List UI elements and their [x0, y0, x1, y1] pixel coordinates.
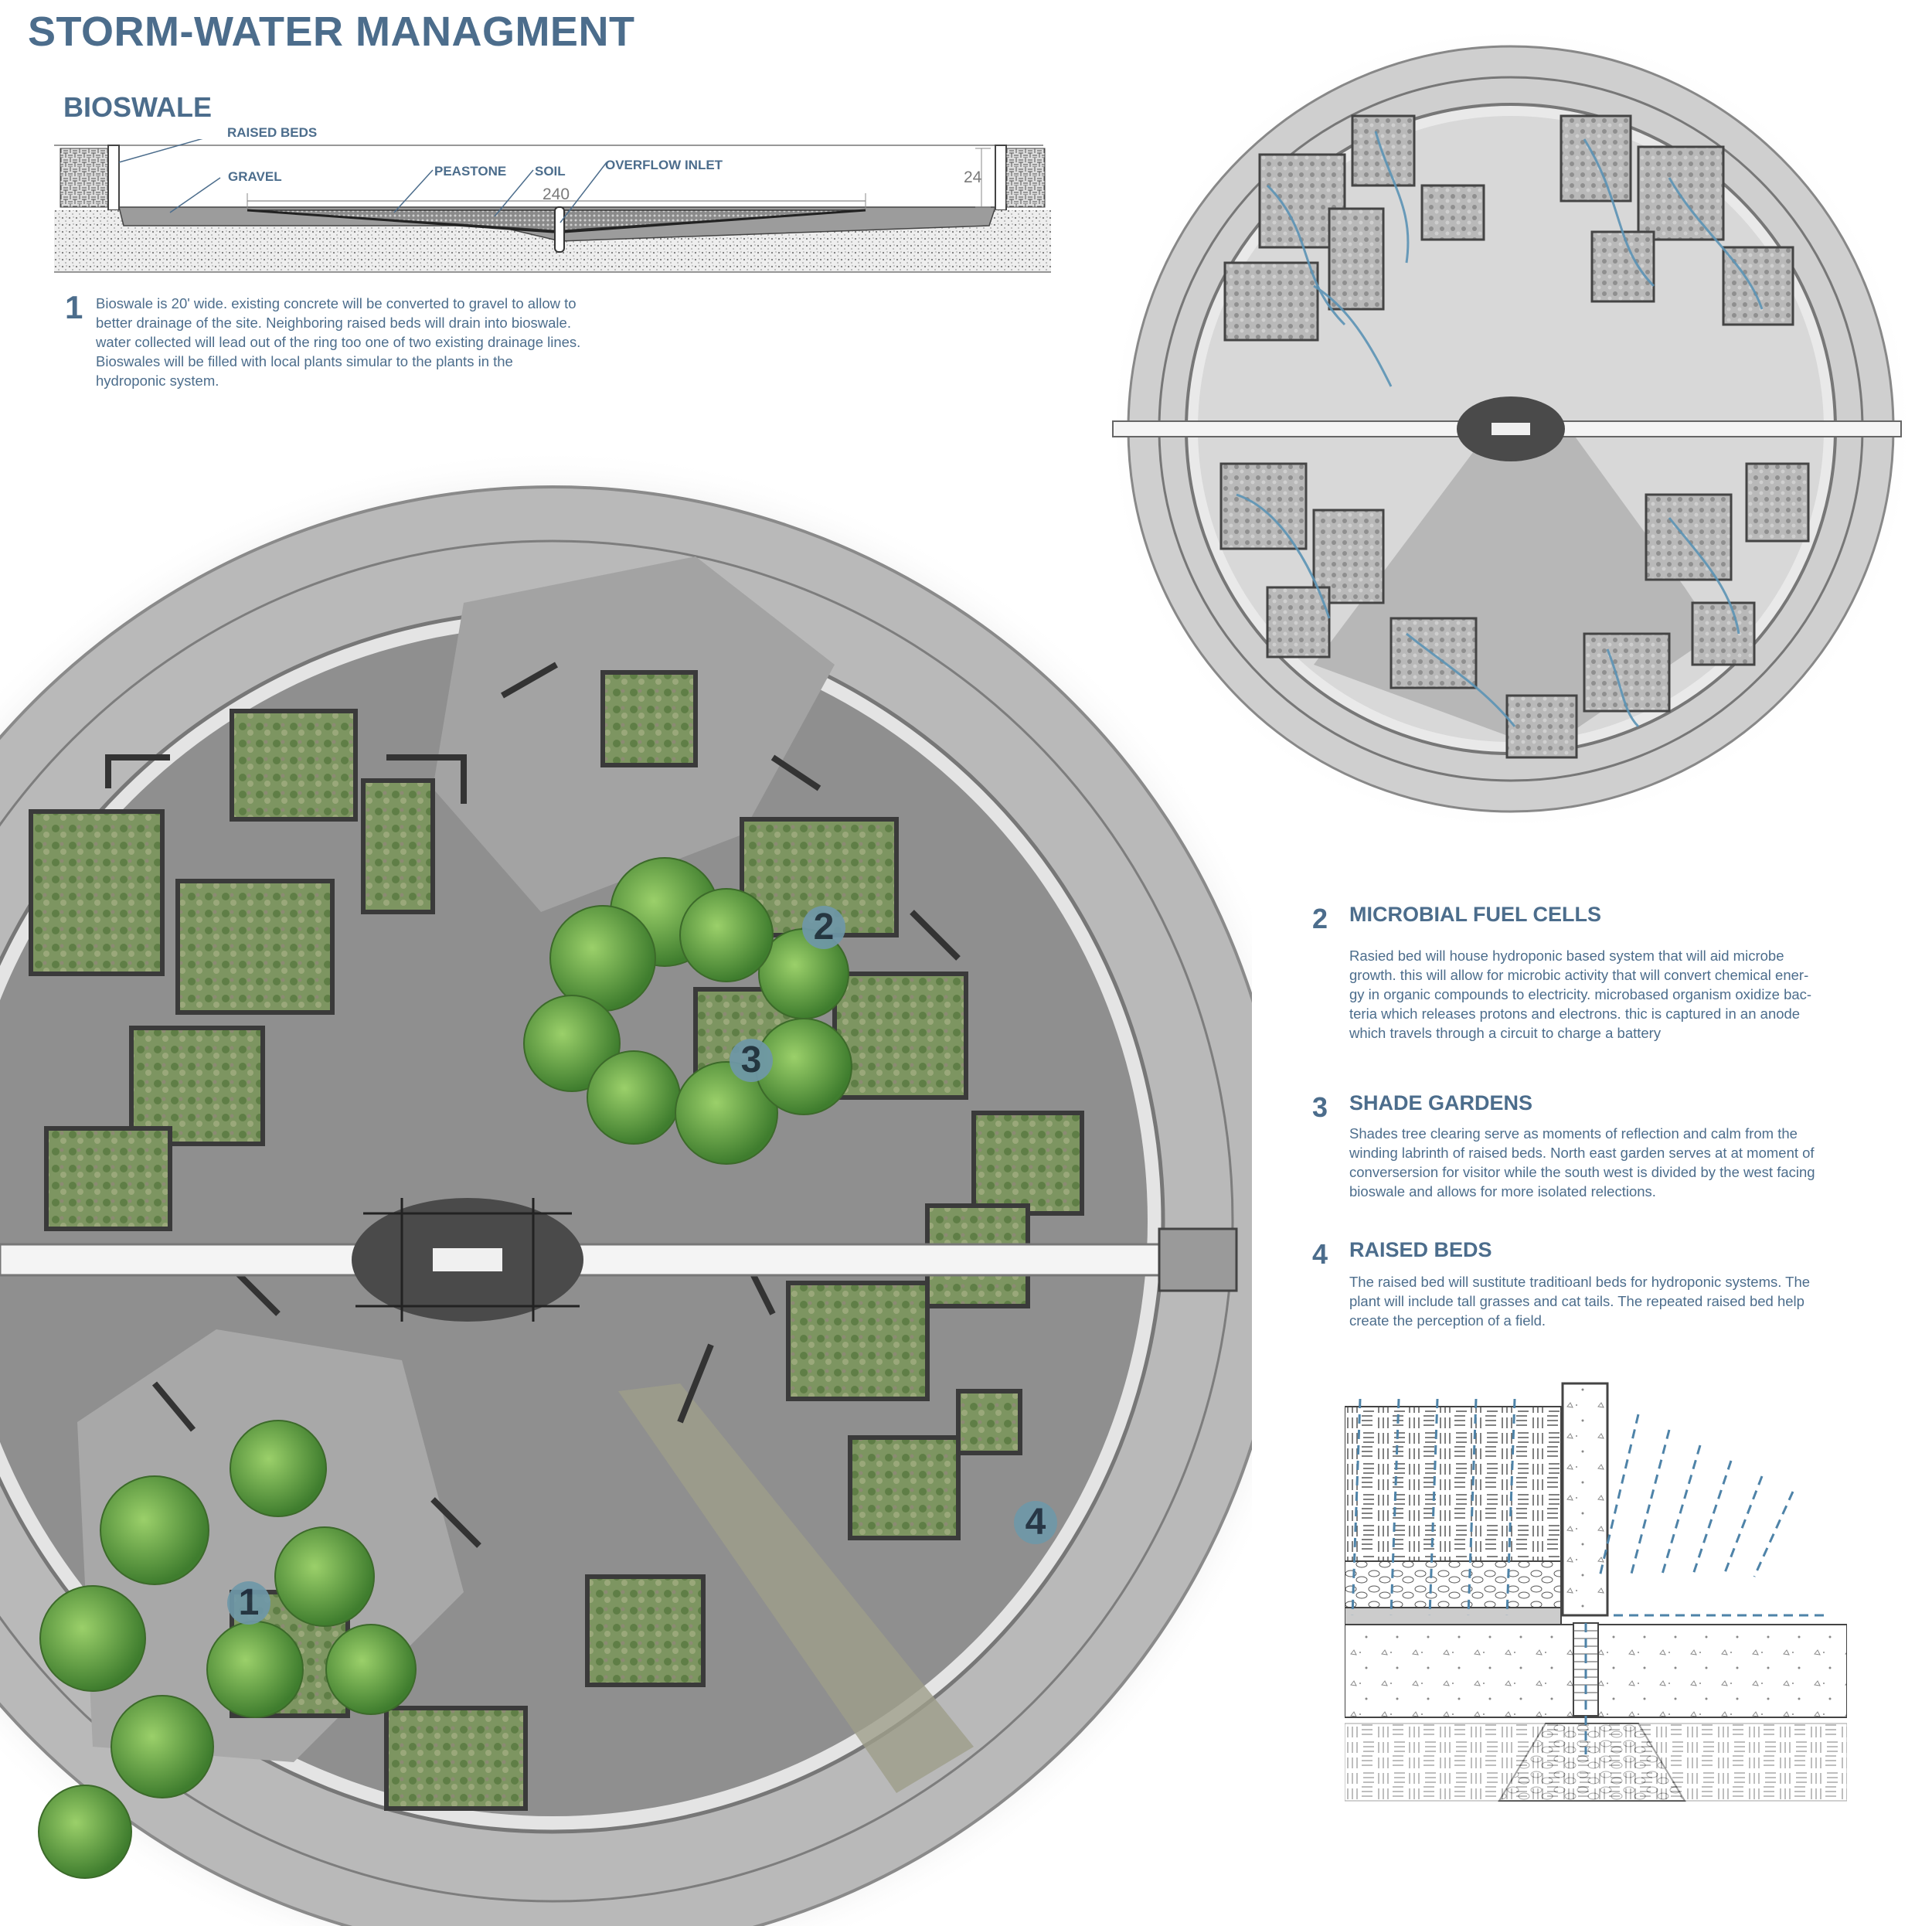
note-2-line: teria which releases protons and electrons. thic is captured in an anode — [1349, 1006, 1801, 1022]
label-overflow-inlet: OVERFLOW INLET — [605, 158, 723, 172]
note-3-number: 3 — [1312, 1091, 1328, 1123]
bioswale-heading: BIOSWALE — [63, 91, 213, 123]
note-4-line: plant will include tall grasses and cat tails. The repeated raised bed help — [1349, 1293, 1804, 1309]
note-1-line: hydroponic system. — [96, 373, 219, 389]
note-3-line: Shades tree clearing serve as moments of reflection and calm from the — [1349, 1125, 1798, 1142]
note-2-heading: MICROBIAL FUEL CELLS — [1349, 903, 1602, 926]
note-2-line: which travels through a circuit to charge a battery — [1349, 1025, 1662, 1041]
note-4-text — [1349, 1272, 1890, 1330]
note-2-line: Rasied bed will house hydroponic based system that will aid microbe — [1349, 948, 1784, 964]
page-title: STORM-WATER MANAGMENT — [28, 9, 635, 55]
note-1-line: Bioswale is 20' wide. existing concrete will be converted to gravel to allow to — [96, 295, 577, 311]
plan-marker-3: 3 — [730, 1039, 773, 1082]
site-plan — [0, 433, 1252, 1926]
raised-bed-section-detail — [1345, 1368, 1847, 1809]
note-2-line: growth. this will allow for microbic activity that will convert chemical ener- — [1349, 967, 1809, 983]
plan-marker-4: 4 — [1014, 1501, 1057, 1544]
note-2-line: gy in organic compounds to electricity. microbased organism oxidize bac- — [1349, 986, 1812, 1002]
note-1-line: better drainage of the site. Neighboring raised beds will drain into bioswale. — [96, 315, 571, 331]
note-4-heading: RAISED BEDS — [1349, 1238, 1492, 1261]
label-peastone: PEASTONE — [434, 164, 507, 179]
note-1-line: water collected will lead out of the ring too one of two existing drainage lines. — [96, 334, 581, 350]
note-2-text — [1349, 946, 1890, 1043]
note-3-line: conversersion for visitor while the south west is divided by the west facing — [1349, 1164, 1815, 1180]
label-raised-beds: RAISED BEDS — [227, 125, 318, 140]
note-3-text — [1349, 1124, 1890, 1201]
note-1-number: 1 — [65, 289, 83, 325]
note-1-text — [96, 294, 652, 390]
note-4-line: The raised bed will sustitute traditioanl beds for hydroponic systems. The — [1349, 1274, 1811, 1290]
note-3-line: winding labrinth of raised beds. North east garden serves at at moment of — [1349, 1145, 1815, 1161]
note-3-heading: SHADE GARDENS — [1349, 1091, 1533, 1114]
note-2-number: 2 — [1312, 903, 1328, 934]
note-3-line: bioswale and allows for more isolated relections. — [1349, 1183, 1656, 1199]
label-gravel: GRAVEL — [228, 169, 282, 184]
note-4-number: 4 — [1312, 1238, 1328, 1270]
plan-marker-1: 1 — [227, 1581, 270, 1625]
label-soil: SOIL — [535, 164, 566, 179]
bioswale-section-diagram — [54, 139, 1051, 278]
note-1-line: Bioswales will be filled with local plants simular to the plants in the — [96, 353, 513, 369]
dimension-height: 24 — [964, 168, 982, 186]
plan-marker-2: 2 — [802, 906, 845, 949]
note-4-line: create the perception of a field. — [1349, 1312, 1546, 1329]
dimension-width: 240 — [543, 185, 570, 203]
